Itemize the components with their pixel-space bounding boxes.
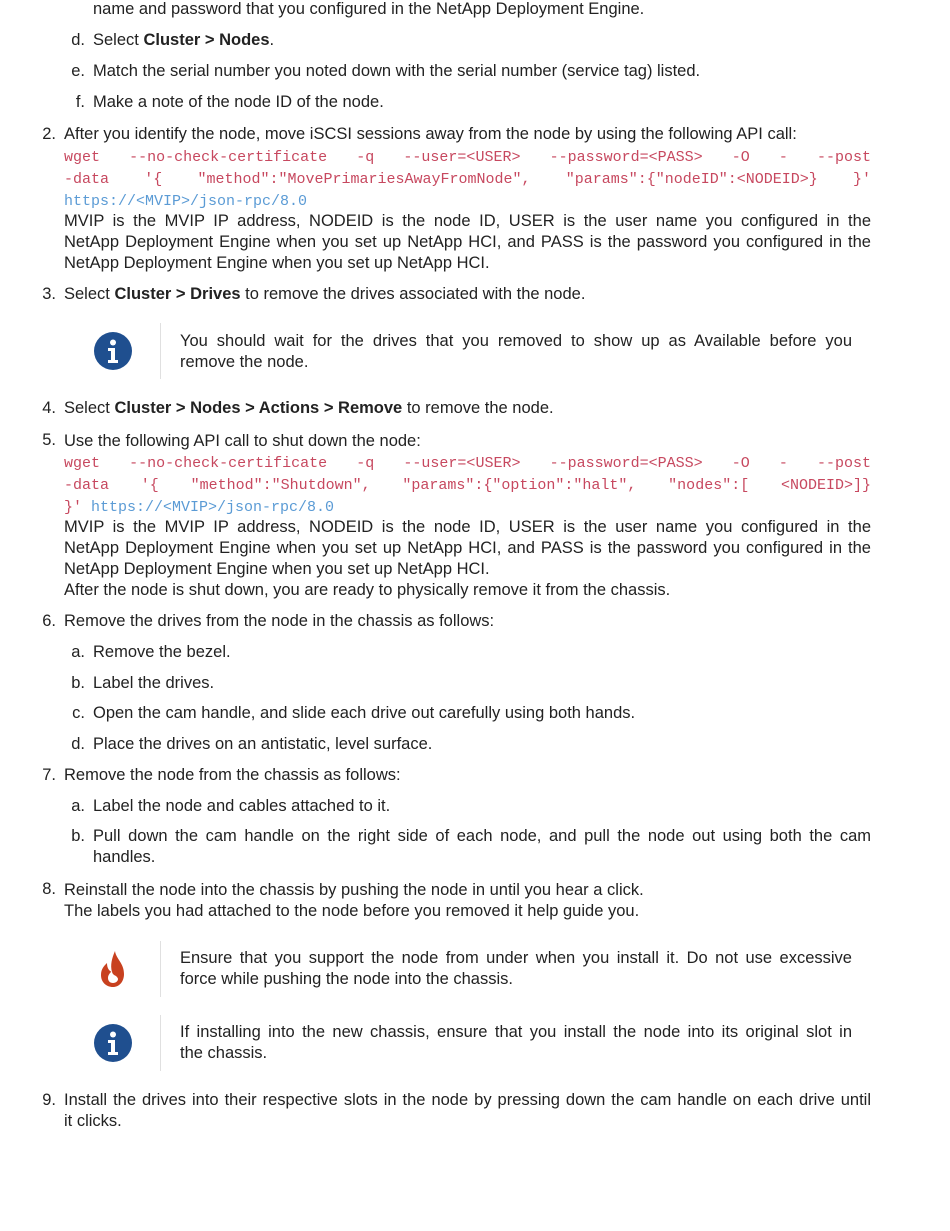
step-description: NetApp Deployment Engine when you set up NetApp HCI, and PASS is the password you configured in the: [64, 233, 871, 251]
caution-text: force while pushing the node into the chassis.: [180, 970, 513, 988]
substep-letter: a.: [71, 797, 85, 815]
code-line: -data '{ "method":"MovePrimariesAwayFromNode", "params":{"nodeID":<NODEID>} }': [64, 171, 871, 188]
substep-letter: e.: [71, 62, 85, 80]
note-box: [88, 323, 871, 379]
step-description: MVIP is the MVIP IP address, NODEID is the node ID, USER is the user name you configured in the: [64, 518, 871, 536]
substep-letter: d.: [71, 735, 85, 753]
step-text: Remove the node from the chassis as follows:: [64, 766, 401, 784]
step-number: 3.: [42, 285, 56, 303]
step-text: Remove the drives from the node in the chassis as follows:: [64, 612, 495, 630]
step-description: NetApp Deployment Engine when you set up NetApp HCI.: [64, 560, 490, 578]
step-text: Reinstall the node into the chassis by pushing the node in until you hear a click.: [64, 881, 644, 899]
step-text: After you identify the node, move iSCSI sessions away from the node by using the following API call:: [64, 125, 797, 143]
code-line: wget --no-check-certificate -q --user=<USER> --password=<PASS> -O - --post: [64, 455, 871, 472]
note-text: You should wait for the drives that you removed to show up as Available before you: [180, 332, 852, 350]
info-icon: [93, 1023, 133, 1063]
caution-box: [88, 941, 871, 997]
code-line: }': [64, 499, 92, 516]
substep-text: Label the node and cables attached to it.: [93, 797, 391, 815]
step1-continuation: name and password that you configured in the NetApp Deployment Engine.: [93, 0, 645, 18]
step-number: 2.: [42, 125, 56, 143]
substep-letter: a.: [71, 643, 85, 661]
note-divider: [160, 1015, 161, 1071]
substep-text: Label the drives.: [93, 674, 215, 692]
code-line: wget --no-check-certificate -q --user=<USER> --password=<PASS> -O - --post: [64, 149, 871, 166]
substep-letter: d.: [71, 31, 85, 49]
step-description: MVIP is the MVIP IP address, NODEID is the node ID, USER is the user name you configured in the: [64, 212, 871, 230]
step-description: NetApp Deployment Engine when you set up NetApp HCI, and PASS is the password you configured in the: [64, 539, 871, 557]
substep-letter: b.: [71, 674, 85, 692]
api-url: https://<MVIP>/json-rpc/8.0: [64, 193, 308, 210]
substep-letter: b.: [71, 827, 85, 845]
step-number: 5.: [42, 431, 56, 449]
substep-text: Remove the bezel.: [93, 643, 231, 661]
code-line: -data '{ "method":"Shutdown", "params":{"option":"halt", "nodes":[ <NODEID>]}: [64, 477, 871, 494]
step-text: Use the following API call to shut down the node:: [64, 432, 421, 450]
substep-text: handles.: [93, 848, 156, 866]
substep-text: Open the cam handle, and slide each drive out carefully using both hands.: [93, 704, 636, 722]
caution-text: Ensure that you support the node from under when you install it. Do not use excessive: [180, 949, 852, 967]
step-text: Install the drives into their respective slots in the node by pressing down the cam handle on each drive until: [64, 1091, 871, 1109]
note-divider: [160, 323, 161, 379]
step-number: 8.: [42, 880, 56, 898]
substep-letter: f.: [75, 93, 85, 111]
note-text: the chassis.: [180, 1044, 268, 1062]
step-number: 6.: [42, 612, 56, 630]
step-number: 4.: [42, 399, 56, 417]
substep-text: Pull down the cam handle on the right side of each node, and pull the node out using both the cam: [93, 827, 871, 845]
step-text: it clicks.: [64, 1112, 122, 1130]
api-url: https://<MVIP>/json-rpc/8.0: [91, 499, 335, 516]
substep-letter: c.: [72, 704, 85, 722]
note-box: [88, 1015, 871, 1071]
note-text: If installing into the new chassis, ensure that you install the node into its original slot in: [180, 1023, 852, 1041]
note-text: remove the node.: [180, 353, 309, 371]
menu-path: Cluster > Drives: [114, 285, 241, 303]
info-icon: [93, 331, 133, 371]
step-number: 9.: [42, 1091, 56, 1109]
step-description: NetApp Deployment Engine when you set up NetApp HCI.: [64, 254, 490, 272]
step-description: After the node is shut down, you are ready to physically remove it from the chassis.: [64, 581, 671, 599]
step-text: The labels you had attached to the node before you removed it help guide you.: [64, 902, 640, 920]
step-number: 7.: [42, 766, 56, 784]
substep-text: Make a note of the node ID of the node.: [93, 93, 384, 111]
caution-flame-icon: [93, 949, 133, 989]
substep-text: Match the serial number you noted down with the serial number (service tag) listed.: [93, 62, 701, 80]
substep-text: Place the drives on an antistatic, level surface.: [93, 735, 433, 753]
menu-path: Cluster > Nodes > Actions > Remove: [114, 399, 403, 417]
menu-path: Cluster > Nodes: [143, 31, 270, 49]
note-divider: [160, 941, 161, 997]
